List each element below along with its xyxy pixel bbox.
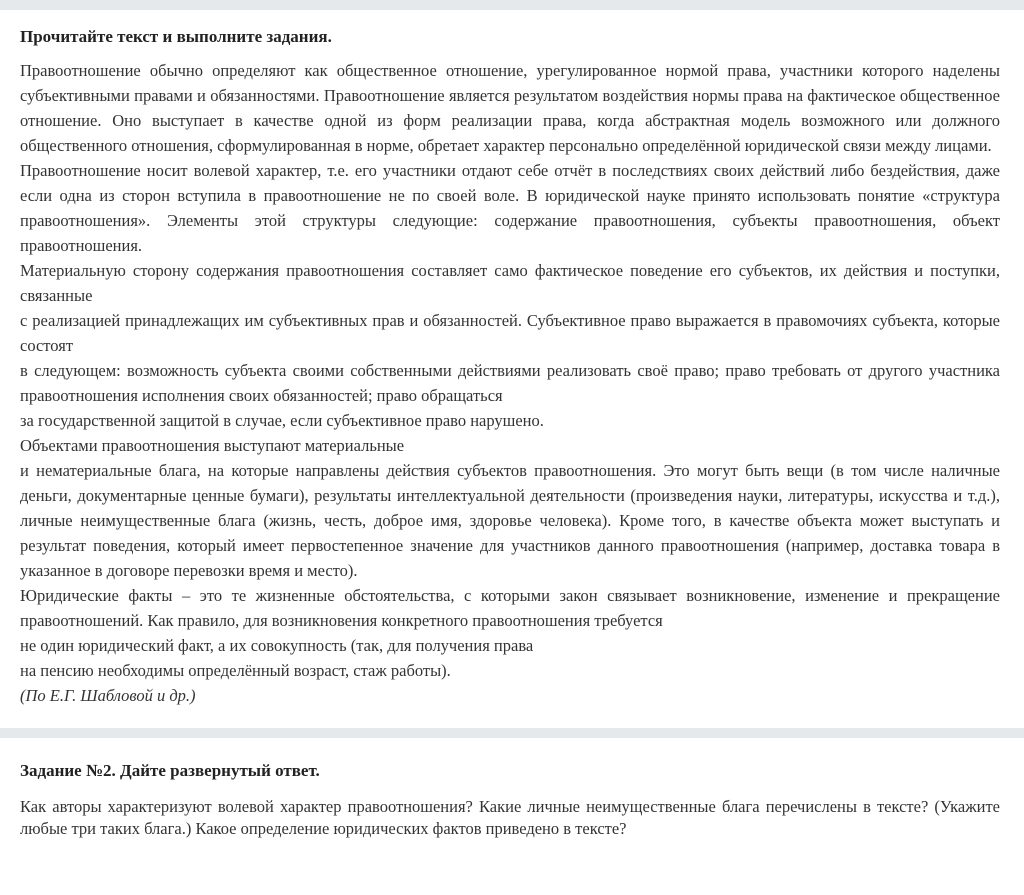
section-divider <box>0 728 1024 738</box>
paragraph: и нематериальные блага, на которые направлены действия субъектов правоотношения. Это могут быть вещи (в том числе наличные деньги, документарные ценные бумаги), результаты интеллектуальной деятельности (произведения науки, литературы, искусства и т.д.), личные неимущественные блага (жизнь, честь, доброе имя, здоровье человека). Кроме того, в качестве объекта может выступать и результат поведения, который имеет первостепенное значение для участников данного правоотношения (например, доставка товара в указанное в договоре перевозки время и место). <box>20 461 1000 580</box>
paragraph: Объектами правоотношения выступают материальные <box>20 436 405 455</box>
paragraph: в следующем: возможность субъекта своими собственными действиями реализовать своё право; право требовать от другого участника правоотношения исполнения своих обязанностей; право обращаться <box>20 361 1000 405</box>
passage-instruction: Прочитайте текст и выполните задания. <box>20 27 332 46</box>
task-block <box>0 738 1024 840</box>
paragraph: Материальную сторону содержания правоотношения составляет само фактическое поведение его субъектов, их действия и поступки, связанные <box>20 261 1000 305</box>
paragraph: Правоотношение носит волевой характер, т.е. его участники отдают себе отчёт в последствиях своих действий либо бездействия, даже если одна из сторон вступила в правоотношение не по своей воле. В юридической науке принято использовать понятие «структура правоотношения». Элементы этой структуры следующие: содержание правоотношения, субъекты правоотношения, объект правоотношения. <box>20 161 1000 255</box>
paragraph: с реализацией принадлежащих им субъективных прав и обязанностей. Субъективное право выражается в правомочиях субъекта, которые состоят <box>20 311 1000 355</box>
paragraph: не один юридический факт, а их совокупность (так, для получения права <box>20 636 534 655</box>
passage-source: (По Е.Г. Шабловой и др.) <box>20 686 196 705</box>
paragraph: Правоотношение обычно определяют как общественное отношение, урегулированное нормой права, участники которого наделены субъективными правами и обязанностями. Правоотношение является результатом воздействия нормы права на фактическое общественное отношение. Оно выступает в качестве одной из форм реализации права, когда абстрактная модель возможного или должного общественного отношения, сформулированная в норме, обретает характер персонально определённой юридической связи между лицами. <box>20 61 1000 155</box>
passage-text <box>20 58 1000 683</box>
task-title: Задание №2. Дайте развернутый ответ. <box>20 761 320 780</box>
paragraph: на пенсию необходимы определённый возраст, стаж работы). <box>20 661 451 680</box>
paragraph: Юридические факты – это те жизненные обстоятельства, с которыми закон связывает возникновение, изменение и прекращение правоотношений. Как правило, для возникновения конкретного правоотношения требуется <box>20 586 1000 630</box>
reading-passage <box>0 10 1024 708</box>
top-divider <box>0 0 1024 10</box>
task-question: Как авторы характеризуют волевой характер правоотношения? Какие личные неимущественные блага перечислены в тексте? (Укажите любые три таких блага.) Какое определение юридических фактов приведено в тексте? <box>20 797 1000 838</box>
paragraph: за государственной защитой в случае, если субъективное право нарушено. <box>20 411 544 430</box>
